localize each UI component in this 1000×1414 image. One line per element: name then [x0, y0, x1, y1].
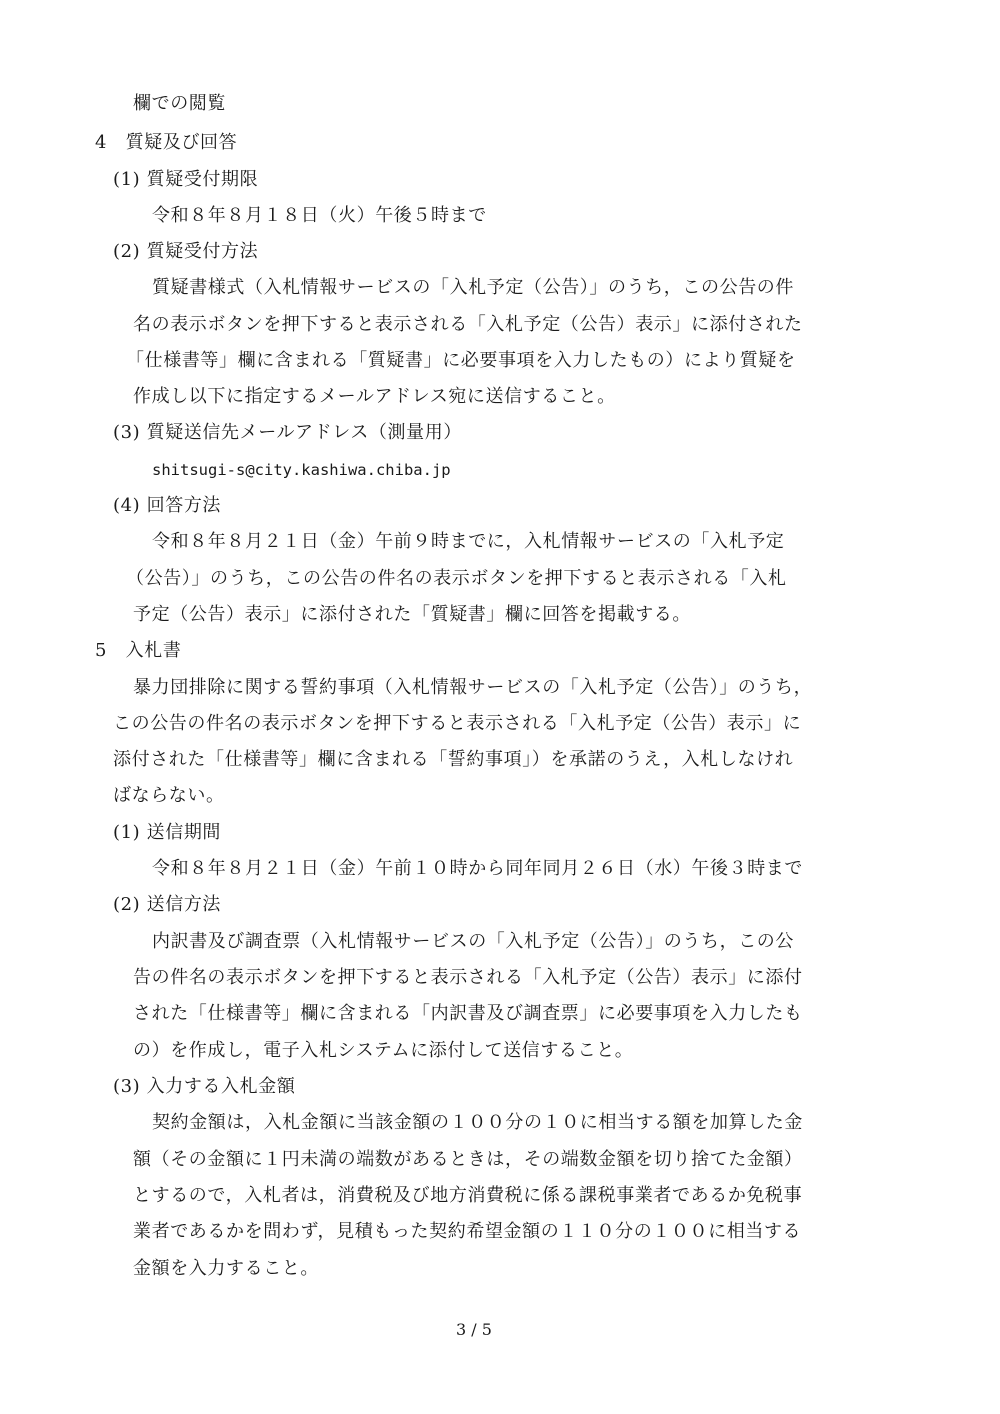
text-line: 額（その金額に１円未満の端数があるときは，その端数金額を切り捨てた金額）: [133, 1149, 803, 1170]
text-line: この公告の件名の表示ボタンを押下すると表示される「入札予定（公告）表示」に: [113, 713, 802, 734]
text-line: 金額を入力すること。: [133, 1258, 319, 1279]
subsection-heading: (2) 送信方法: [113, 894, 222, 915]
text-line: 暴力団排除に関する誓約事項（入札情報サービスの「入札予定（公告）」のうち，: [133, 677, 813, 698]
text-line: 令和８年８月１８日（火）午後５時まで: [152, 205, 487, 226]
section-heading: 4 質疑及び回答: [95, 132, 238, 153]
subsection-heading: (1) 送信期間: [113, 822, 222, 843]
text-line: 添付された「仕様書等」欄に含まれる「誓約事項」）を承諾のうえ，入札しなけれ: [113, 749, 794, 770]
text-line: 業者であるかを問わず，見積もった契約希望金額の１１０分の１００に相当する: [133, 1221, 802, 1242]
text-line: 欄での閲覧: [133, 93, 226, 114]
section-heading: 5 入札書: [95, 640, 182, 661]
subsection-heading: (4) 回答方法: [113, 495, 222, 516]
text-line: 令和８年８月２１日（金）午前１０時から同年同月２６日（水）午後３時まで: [152, 858, 803, 879]
text-line: 契約金額は，入札金額に当該金額の１００分の１０に相当する額を加算した金: [152, 1112, 803, 1133]
text-line: 名の表示ボタンを押下すると表示される「入札予定（公告）表示」に添付された: [133, 314, 803, 335]
text-line: 質疑書様式（入札情報サービスの「入札予定（公告）」のうち，この公告の件: [152, 277, 794, 298]
subsection-heading: (3) 質疑送信先メールアドレス（測量用）: [113, 422, 462, 443]
text-line: の）を作成し，電子入札システムに添付して送信すること。: [133, 1040, 634, 1061]
subsection-heading: (3) 入力する入札金額: [113, 1076, 296, 1097]
text-line: 令和８年８月２１日（金）午前９時までに，入札情報サービスの「入札予定: [152, 531, 785, 552]
text-line: 内訳書及び調査票（入札情報サービスの「入札予定（公告）」のうち，この公: [152, 931, 794, 952]
page-number: 3 / 5: [456, 1320, 492, 1339]
text-line: 告の件名の表示ボタンを押下すると表示される「入札予定（公告）表示」に添付: [133, 967, 803, 988]
text-line: 「仕様書等」欄に含まれる「質疑書」に必要事項を入力したもの）により質疑を: [126, 350, 796, 371]
text-line: された「仕様書等」欄に含まれる「内訳書及び調査票」に必要事項を入力したも: [133, 1003, 803, 1024]
text-line: 作成し以下に指定するメールアドレス宛に送信すること。: [133, 386, 616, 407]
text-line: （公告）」のうち，この公告の件名の表示ボタンを押下すると表示される「入札: [126, 568, 787, 589]
subsection-heading: (2) 質疑受付方法: [113, 241, 259, 262]
text-line: 予定（公告）表示」に添付された「質疑書」欄に回答を掲載する。: [133, 604, 691, 625]
subsection-heading: (1) 質疑受付期限: [113, 169, 259, 190]
text-line: とするので，入札者は，消費税及び地方消費税に係る課税事業者であるか免税事: [133, 1185, 803, 1206]
text-line: ばならない。: [113, 785, 225, 806]
email-address: shitsugi-s@city.kashiwa.chiba.jp: [152, 461, 451, 479]
